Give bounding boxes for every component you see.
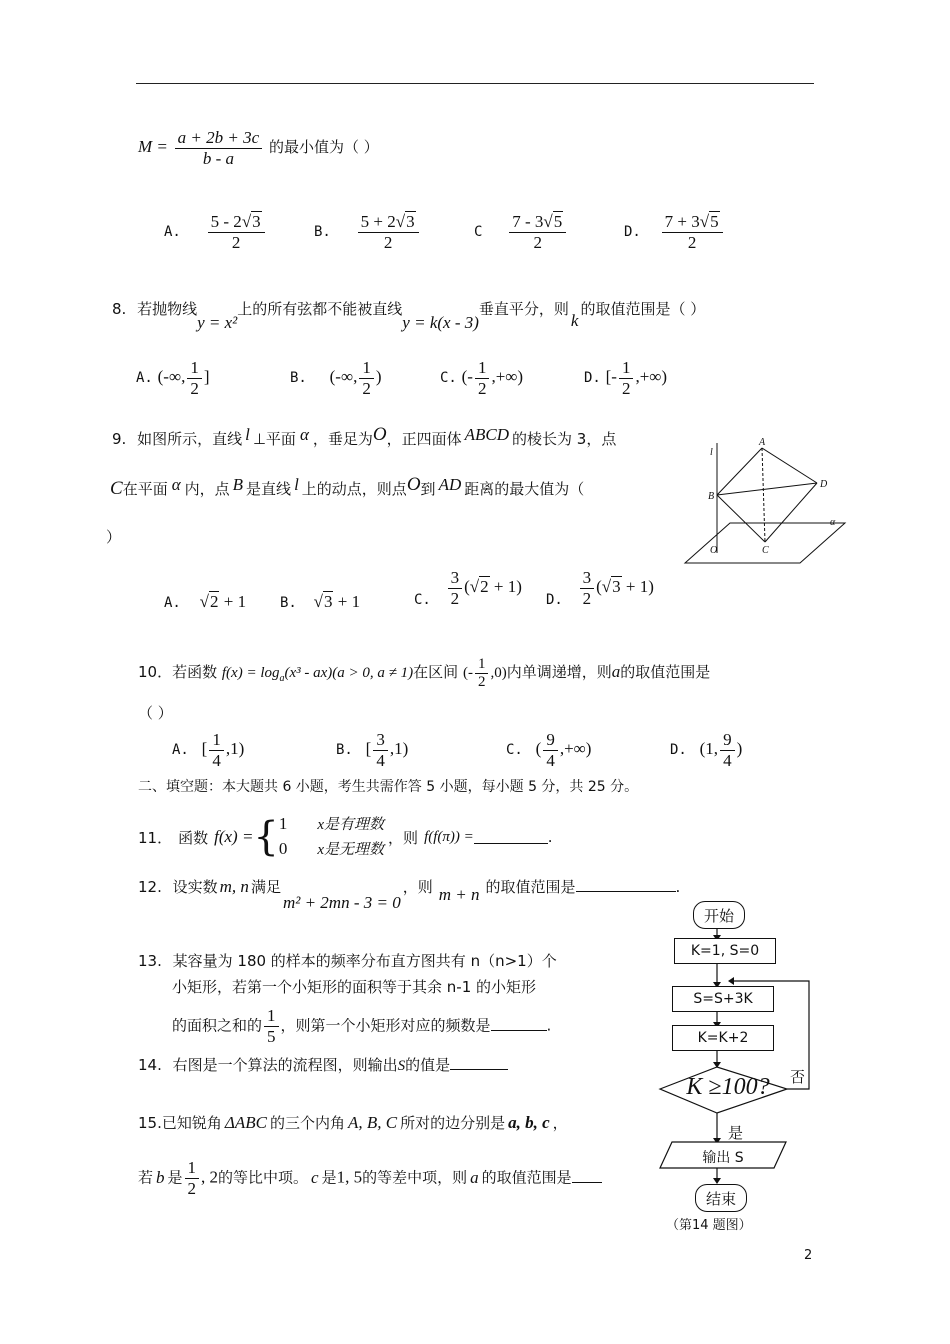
q15-l2g: 的等差中项，则 bbox=[362, 1168, 468, 1187]
q8-a-den: 2 bbox=[190, 378, 199, 398]
q10-iv-pre: (- bbox=[462, 665, 473, 682]
q11-c1-value: 1 bbox=[278, 814, 288, 833]
q9-line-2 bbox=[110, 474, 585, 500]
q7-stem bbox=[138, 128, 379, 168]
q9-O-2: O bbox=[406, 474, 421, 495]
q12-t1: 设实数 bbox=[172, 878, 218, 896]
option-label: A. bbox=[164, 595, 181, 611]
q8-a-post: ] bbox=[203, 366, 210, 386]
q9-t7: 内，点 bbox=[184, 480, 230, 498]
q8-text-4: 的取值范围是（ ） bbox=[580, 300, 706, 318]
q11-answer-blank[interactable] bbox=[474, 831, 548, 844]
q11-c2-value: 0 bbox=[278, 839, 288, 858]
q15-l1b: 的三个内角 bbox=[269, 1114, 345, 1132]
q9-t1: 如图所示，直线 bbox=[137, 430, 243, 448]
q10-b-num: 3 bbox=[373, 730, 388, 751]
q10-iv-post: ,0) bbox=[490, 665, 507, 682]
q12-answer-blank[interactable] bbox=[576, 879, 676, 892]
flow-update-s bbox=[672, 986, 774, 1012]
option-label: D. bbox=[624, 224, 641, 241]
q7-d-den: 2 bbox=[687, 232, 697, 252]
q11-t1: 函数 bbox=[178, 828, 209, 847]
q10-stem bbox=[138, 656, 710, 692]
q9-O: O bbox=[372, 424, 387, 445]
option-label: D. bbox=[584, 369, 601, 386]
q9-l-2: l bbox=[294, 475, 299, 494]
flow-output bbox=[658, 1147, 788, 1167]
q11-c1-cond: x是有理数 bbox=[317, 817, 385, 833]
q7-option-b bbox=[314, 212, 421, 252]
q7-c-frac: $\frac{7 - 3√5}{2}$ bbox=[509, 212, 566, 252]
q9-option-c: C. $\frac{3}{2}$ (√2 + 1) bbox=[414, 568, 522, 608]
q15-l2b: 是 bbox=[167, 1168, 183, 1187]
q15-l2e: 是 bbox=[321, 1168, 337, 1187]
flow-condition-label bbox=[672, 1074, 784, 1101]
q8-parabola: y = x² bbox=[197, 313, 238, 332]
flow-end-label: 结束 bbox=[705, 1189, 736, 1208]
q15-angles: A, B, C bbox=[347, 1113, 398, 1132]
option-label: C. bbox=[414, 591, 431, 608]
q10-t1: 若函数 bbox=[172, 663, 218, 682]
q15-triangle: ΔABC bbox=[224, 1113, 267, 1132]
q14-number: 14. bbox=[138, 1056, 162, 1074]
q9-d-fd: 2 bbox=[582, 588, 592, 608]
option-label: D. bbox=[546, 591, 563, 608]
q8-option-b bbox=[290, 358, 382, 398]
q7-b-frac: $\frac{5 + 2√3}{2}$ bbox=[358, 212, 419, 252]
q9-d-rad: 3 bbox=[612, 576, 621, 596]
option-label: C. bbox=[506, 741, 523, 758]
q10-a-pre: [ bbox=[201, 738, 208, 758]
q9-a-rad: 2 bbox=[209, 592, 219, 611]
q7-d-rad: 5 bbox=[710, 212, 719, 231]
q9-option-b: B. √3 + 1 bbox=[280, 592, 361, 611]
q15-fd: 2 bbox=[187, 1178, 197, 1198]
q15-number: 15. bbox=[138, 1114, 162, 1132]
q9-option-a: A. √2 + 1 bbox=[164, 592, 247, 611]
q13-l1: 某容量为 180 的样本的频率分布直方图共有 n（n>1）个 bbox=[172, 952, 557, 970]
q13-l3b: ，则第一个小矩形对应的频数是 bbox=[280, 1016, 491, 1035]
label-l: l bbox=[710, 447, 713, 458]
option-label: C. bbox=[440, 369, 457, 386]
q10-base: a bbox=[279, 673, 285, 685]
q10-d-pre: (1, bbox=[699, 738, 719, 758]
q12-t3: ，则 bbox=[402, 878, 433, 896]
q8-option-d bbox=[584, 358, 667, 398]
q7-b-rad: 3 bbox=[406, 212, 415, 231]
q13-fd: 5 bbox=[267, 1026, 276, 1046]
q8-option-c bbox=[440, 358, 523, 398]
flow-start-label: 开始 bbox=[703, 906, 734, 925]
q9-number: 9. bbox=[112, 430, 127, 448]
flow-update-k bbox=[672, 1025, 774, 1051]
q13-fn: 1 bbox=[264, 1006, 279, 1027]
q15-line-1 bbox=[138, 1112, 568, 1133]
header-rule bbox=[136, 83, 814, 84]
q10-c-num: 9 bbox=[543, 730, 558, 751]
flowchart-caption: （第14 题图） bbox=[666, 1218, 752, 1233]
arrowhead bbox=[728, 977, 734, 985]
q9-t4: ，正四面体 bbox=[386, 430, 462, 448]
q9-tetrahedron-figure bbox=[680, 435, 850, 570]
flow-init bbox=[674, 938, 776, 964]
edge-dc bbox=[765, 483, 817, 542]
flow-start bbox=[693, 901, 745, 929]
q9-c-tail: + 1) bbox=[493, 576, 522, 596]
q8-d-pre: [- bbox=[605, 366, 617, 386]
q8-text-2: 上的所有弦都不能被直线 bbox=[237, 300, 403, 318]
flow-update-k-label: K=K+2 bbox=[697, 1030, 749, 1046]
q9-b-tail: + 1 bbox=[337, 592, 361, 611]
q15-l2d: 的等比中项。 bbox=[218, 1168, 309, 1187]
q9-AD: AD bbox=[438, 475, 462, 494]
q7-option-a bbox=[164, 212, 267, 252]
q9-abcd: ABCD bbox=[464, 425, 510, 444]
q10-t2: 在区间 bbox=[413, 663, 459, 682]
q9-alpha: α bbox=[299, 425, 309, 444]
q9-c-fd: 2 bbox=[450, 588, 460, 608]
q10-b-pre: [ bbox=[365, 738, 372, 758]
q10-d-den: 4 bbox=[723, 750, 732, 770]
option-label: B. bbox=[280, 595, 297, 611]
q9-d-fn: 3 bbox=[580, 568, 595, 589]
q7-a-rad: 3 bbox=[252, 212, 261, 231]
q15-line-2 bbox=[138, 1158, 602, 1198]
q10-b-post: ,1) bbox=[389, 738, 409, 758]
q15-l2h: 的取值范围是 bbox=[481, 1168, 572, 1187]
q10-option-a bbox=[172, 730, 244, 770]
q9-line-3: ） bbox=[106, 528, 122, 546]
q15-answer-blank[interactable] bbox=[572, 1170, 602, 1183]
q10-c-pre: ( bbox=[535, 738, 542, 758]
q10-fx: f(x) = log bbox=[221, 665, 280, 682]
q8-b-pre: (-∞, bbox=[329, 366, 358, 386]
q11-fx: f(x) = bbox=[214, 827, 254, 846]
q8-k: k bbox=[570, 311, 579, 330]
q8-a-pre: (-∞, bbox=[157, 366, 186, 386]
q9-c-rad: 2 bbox=[480, 576, 489, 596]
q10-c-post: ,+∞) bbox=[559, 738, 592, 758]
q8-line: y = k(x - 3) bbox=[402, 313, 479, 332]
q7-lhs: M = bbox=[138, 137, 168, 157]
q9-t5: 的棱长为 3，点 bbox=[512, 430, 617, 448]
q7-d-num: 7 + 3 bbox=[664, 212, 700, 231]
q15-l2f: 1, 5 bbox=[336, 1167, 363, 1187]
q7-option-c bbox=[474, 212, 568, 252]
q13-l3a: 的面积之和的 bbox=[172, 1016, 263, 1035]
q15-l1a: 已知锐角 bbox=[161, 1114, 222, 1132]
q15-fn: 1 bbox=[185, 1158, 200, 1179]
q11-t2: ，则 bbox=[388, 828, 419, 847]
option-label: B. bbox=[290, 369, 307, 386]
q8-b-den: 2 bbox=[362, 378, 371, 398]
q7-b-num: 5 + 2 bbox=[360, 212, 396, 231]
q12-t4: 的取值范围是 bbox=[485, 878, 576, 896]
flow-update-s-label: S=S+3K bbox=[693, 991, 753, 1007]
q7-a-den: 2 bbox=[231, 232, 241, 252]
q7-num: a + 2b + 3c bbox=[175, 128, 263, 149]
q8-c-pre: (- bbox=[461, 366, 473, 386]
q10-c-den: 4 bbox=[546, 750, 555, 770]
q9-a-tail: + 1 bbox=[223, 592, 247, 611]
q11-cases bbox=[279, 812, 384, 862]
q10-a-den: 4 bbox=[212, 750, 221, 770]
q15-b: b bbox=[156, 1167, 165, 1187]
q8-b-post: ) bbox=[375, 366, 382, 386]
q9-t10: 到 bbox=[420, 480, 436, 498]
q10-a-num: 1 bbox=[209, 730, 224, 751]
q10-option-d bbox=[670, 730, 742, 770]
q11-number: 11． bbox=[138, 828, 173, 847]
q11-c2-cond: x是无理数 bbox=[317, 842, 385, 858]
q8-stem bbox=[112, 298, 706, 332]
label-b: B bbox=[708, 491, 715, 502]
q11-brace: { bbox=[253, 814, 279, 860]
flow-yes-label: 是 bbox=[728, 1124, 744, 1142]
flow-no-label: 否 bbox=[790, 1068, 806, 1086]
q13-answer-blank[interactable] bbox=[491, 1018, 547, 1031]
label-alpha: α bbox=[830, 517, 836, 528]
q8-number: 8. bbox=[112, 300, 127, 318]
q7-a-frac: $\frac{5 - 2√3}{2}$ bbox=[208, 212, 265, 252]
q13-number: 13. bbox=[138, 952, 162, 970]
q7-fraction bbox=[175, 128, 263, 168]
option-label: B. bbox=[314, 224, 331, 241]
q8-text-1: 若抛物线 bbox=[137, 300, 198, 318]
edge-bd bbox=[717, 483, 817, 495]
flow-end bbox=[695, 1184, 747, 1212]
q7-den: b - a bbox=[202, 148, 234, 168]
q14-s: S bbox=[397, 1058, 406, 1074]
option-label: C bbox=[474, 224, 483, 241]
q9-l: l bbox=[245, 425, 250, 444]
option-label: D. bbox=[670, 741, 687, 758]
flow-output-label: 输出 S bbox=[702, 1150, 744, 1166]
q12-end: . bbox=[675, 878, 681, 896]
q7-option-d bbox=[624, 212, 725, 252]
edge-ac bbox=[762, 448, 765, 542]
q13-line-3 bbox=[172, 1006, 551, 1046]
q8-text-3: 垂直平分，则 bbox=[478, 300, 569, 318]
label-d: D bbox=[820, 479, 828, 490]
q12-t2: 满足 bbox=[250, 878, 281, 896]
q10-b-den: 4 bbox=[376, 750, 385, 770]
q10-d-num: 9 bbox=[720, 730, 735, 751]
q7-text: 的最小值为（ ） bbox=[268, 138, 379, 157]
q8-b-num: 1 bbox=[359, 358, 374, 379]
q13-line-2: 小矩形，若第一个小矩形的面积等于其余 n-1 的小矩形 bbox=[172, 978, 537, 996]
q12-eq: m² + 2mn - 3 = 0 bbox=[282, 893, 401, 912]
q7-a-num: 5 - 2 bbox=[210, 212, 242, 231]
option-label: A. bbox=[164, 224, 181, 241]
q9-t6: 在平面 bbox=[122, 480, 168, 498]
q9-alpha-2: α bbox=[171, 475, 181, 494]
q7-d-frac: $\frac{7 + 3√5}{2}$ bbox=[662, 212, 723, 252]
q14-answer-blank[interactable] bbox=[450, 1057, 508, 1070]
q13-line-1 bbox=[138, 950, 557, 971]
q9-t9: 上的动点，则点 bbox=[301, 480, 407, 498]
q9-C: C bbox=[110, 478, 123, 499]
q10-option-b bbox=[336, 730, 408, 770]
q8-a-num: 1 bbox=[187, 358, 202, 379]
q14-t2: 的值是 bbox=[405, 1056, 451, 1074]
q10-d-post: ) bbox=[736, 738, 743, 758]
q9-t3: ，垂足为 bbox=[312, 430, 373, 448]
q11-stem bbox=[138, 812, 553, 862]
option-label: A. bbox=[136, 369, 153, 386]
flow-cond-text: K ≥100? bbox=[686, 1074, 770, 1100]
q11-expr: f(f(π)) = bbox=[424, 828, 474, 845]
edge-ba bbox=[717, 448, 762, 495]
edge-bc bbox=[717, 495, 765, 542]
q9-d-tail: + 1) bbox=[625, 576, 654, 596]
q9-t2: 平面 bbox=[265, 430, 296, 448]
q9-perp: ⊥ bbox=[252, 430, 266, 448]
q15-l2a: 若 bbox=[138, 1168, 154, 1187]
q10-number: 10． bbox=[138, 663, 173, 682]
q10-iv-num: 1 bbox=[475, 656, 489, 674]
option-label: A. bbox=[172, 741, 189, 758]
q8-c-den: 2 bbox=[477, 378, 487, 398]
q15-l1d: ， bbox=[552, 1114, 568, 1132]
q10-iv-den: 2 bbox=[477, 674, 486, 691]
q12-stem bbox=[138, 876, 681, 912]
q10-a: a bbox=[611, 662, 621, 682]
q10-arg: (x³ - ax)(a > 0, a ≠ 1) bbox=[284, 665, 414, 682]
q10-line-2: （ ） bbox=[138, 704, 173, 722]
q15-a: a bbox=[470, 1167, 479, 1187]
q7-b-den: 2 bbox=[383, 232, 393, 252]
q7-c-rad: 5 bbox=[553, 212, 563, 231]
q9-B: B bbox=[232, 475, 244, 494]
label-o: O bbox=[710, 545, 718, 556]
q14-t1: 右图是一个算法的流程图，则输出 bbox=[172, 1056, 398, 1074]
q13-end: . bbox=[546, 1016, 552, 1035]
q15-l1c: 所对的边分别是 bbox=[400, 1114, 506, 1132]
q10-t4: 的取值范围是 bbox=[620, 663, 711, 682]
q10-a-post: ,1) bbox=[225, 738, 245, 758]
label-a: A bbox=[759, 437, 766, 448]
option-label: B. bbox=[336, 741, 353, 758]
q8-d-num: 1 bbox=[619, 358, 634, 379]
q8-d-post: ,+∞) bbox=[635, 366, 668, 386]
q10-option-c bbox=[506, 730, 591, 770]
q9-line-1 bbox=[112, 424, 617, 450]
edge-ad bbox=[762, 448, 817, 483]
q10-t3: 内单调递增，则 bbox=[506, 663, 612, 682]
q9-b-rad: 3 bbox=[323, 592, 333, 611]
q8-option-a bbox=[136, 358, 210, 398]
q8-c-post: ,+∞) bbox=[491, 366, 524, 386]
q9-c-fn: 3 bbox=[448, 568, 463, 589]
q9-t11: 距离的最大值为（ bbox=[464, 480, 585, 498]
q12-number: 12. bbox=[138, 878, 162, 896]
flow-init-label: K=1, S=0 bbox=[690, 943, 760, 959]
label-c: C bbox=[762, 545, 769, 556]
section-2-heading: 二、填空题：本大题共 6 小题，考生共需作答 5 小题，每小题 5 分，共 25 分。 bbox=[138, 779, 639, 795]
q9-option-d: D. $\frac{3}{2}$ (√3 + 1) bbox=[546, 568, 654, 608]
page-number: 2 bbox=[804, 1248, 813, 1263]
q12-sum: m + n bbox=[438, 885, 480, 904]
q12-vars: m, n bbox=[219, 877, 249, 896]
q15-c: c bbox=[311, 1167, 319, 1187]
q9-t8: 是直线 bbox=[246, 480, 292, 498]
q15-l2c: , 2 bbox=[201, 1167, 219, 1187]
q8-d-den: 2 bbox=[621, 378, 631, 398]
q7-c-den: 2 bbox=[533, 232, 542, 252]
q11-end: . bbox=[547, 828, 553, 846]
q7-c-num: 7 - 3 bbox=[512, 212, 544, 231]
q14-stem bbox=[138, 1054, 508, 1075]
q8-c-num: 1 bbox=[475, 358, 490, 379]
q15-sides: a, b, c bbox=[508, 1113, 550, 1132]
